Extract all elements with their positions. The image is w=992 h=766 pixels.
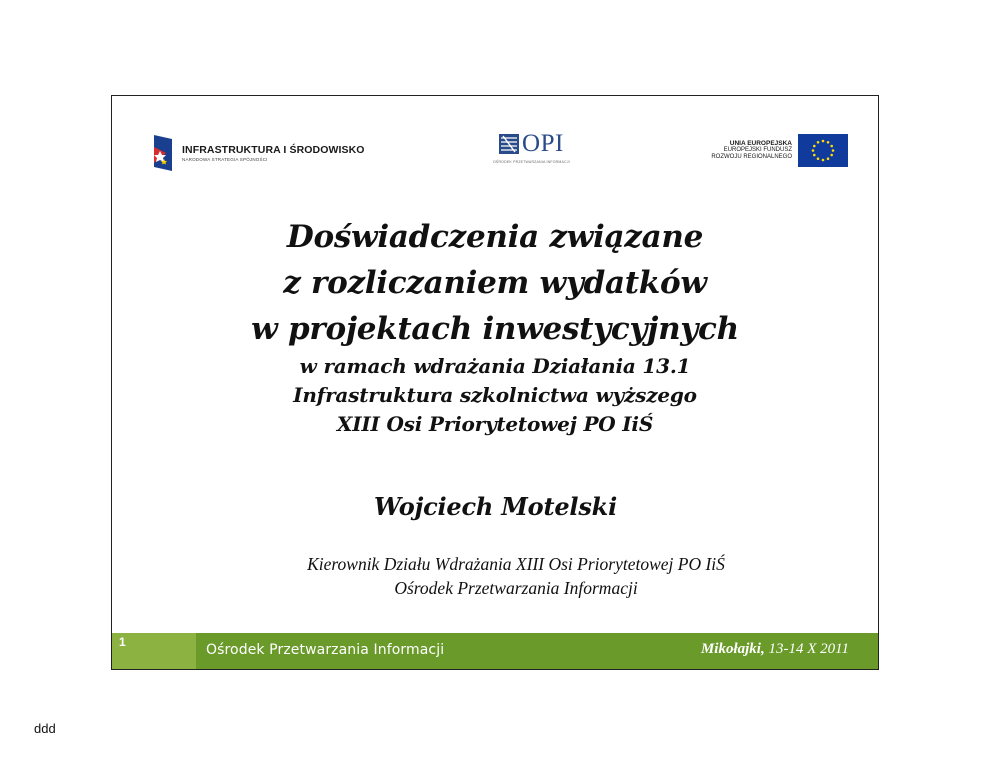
- eu-logo-line3: ROZWOJU REGIONALNEGO: [711, 154, 792, 160]
- opi-logo-subtitle: OŚRODEK PRZETWARZANIA INFORMACJI: [493, 160, 570, 164]
- title-line-2: z rozliczaniem wydatków: [283, 265, 707, 301]
- footer-place: Mikołajki,: [700, 641, 765, 657]
- eu-flag-icon: [798, 134, 848, 167]
- infrastruktura-logo: [150, 132, 365, 174]
- affiliation: [112, 552, 878, 600]
- opi-logo-text: OPI: [522, 130, 564, 157]
- subtitle-line-2: Infrastruktura szkolnictwa wyższego: [293, 383, 697, 407]
- infrastruktura-flag-icon: [150, 133, 174, 173]
- affiliation-line-2: Ośrodek Przetwarzania Informacji: [394, 578, 638, 598]
- slide-number: 1: [119, 635, 126, 649]
- subtitle-line-1: w ramach wdrażania Działania 13.1: [299, 354, 691, 378]
- opi-logo: [493, 131, 570, 164]
- opi-mark-icon: [499, 134, 519, 154]
- page-note: ddd: [34, 721, 56, 736]
- slide-number-box: [112, 633, 196, 669]
- footer-organization: Ośrodek Przetwarzania Informacji: [206, 642, 445, 658]
- affiliation-line-1: Kierownik Działu Wdrażania XIII Osi Priorytetowej PO IiŚ: [307, 554, 725, 574]
- subtitle-line-3: XIII Osi Priorytetowej PO IiŚ: [336, 412, 654, 436]
- eu-logo: [711, 134, 848, 167]
- title-line-3: w projektach inwestycyjnych: [251, 311, 739, 347]
- title-line-1: Doświadczenia związane: [286, 219, 704, 255]
- author-name: Wojciech Motelski: [374, 492, 618, 521]
- infrastruktura-logo-subtitle: NARODOWA STRATEGIA SPÓJNOŚCI: [182, 157, 268, 162]
- slide: [111, 95, 879, 670]
- footer-place-date: [701, 641, 849, 658]
- eu-logo-line2: EUROPEJSKI FUNDUSZ: [723, 147, 792, 154]
- infrastruktura-logo-title: INFRASTRUKTURA I ŚRODOWISKO: [182, 144, 365, 156]
- eu-logo-line1: UNIA EUROPEJSKA: [729, 140, 792, 148]
- slide-title: [112, 214, 878, 439]
- footer-date: 13-14 X 2011: [764, 641, 849, 657]
- slide-footer: [112, 633, 878, 669]
